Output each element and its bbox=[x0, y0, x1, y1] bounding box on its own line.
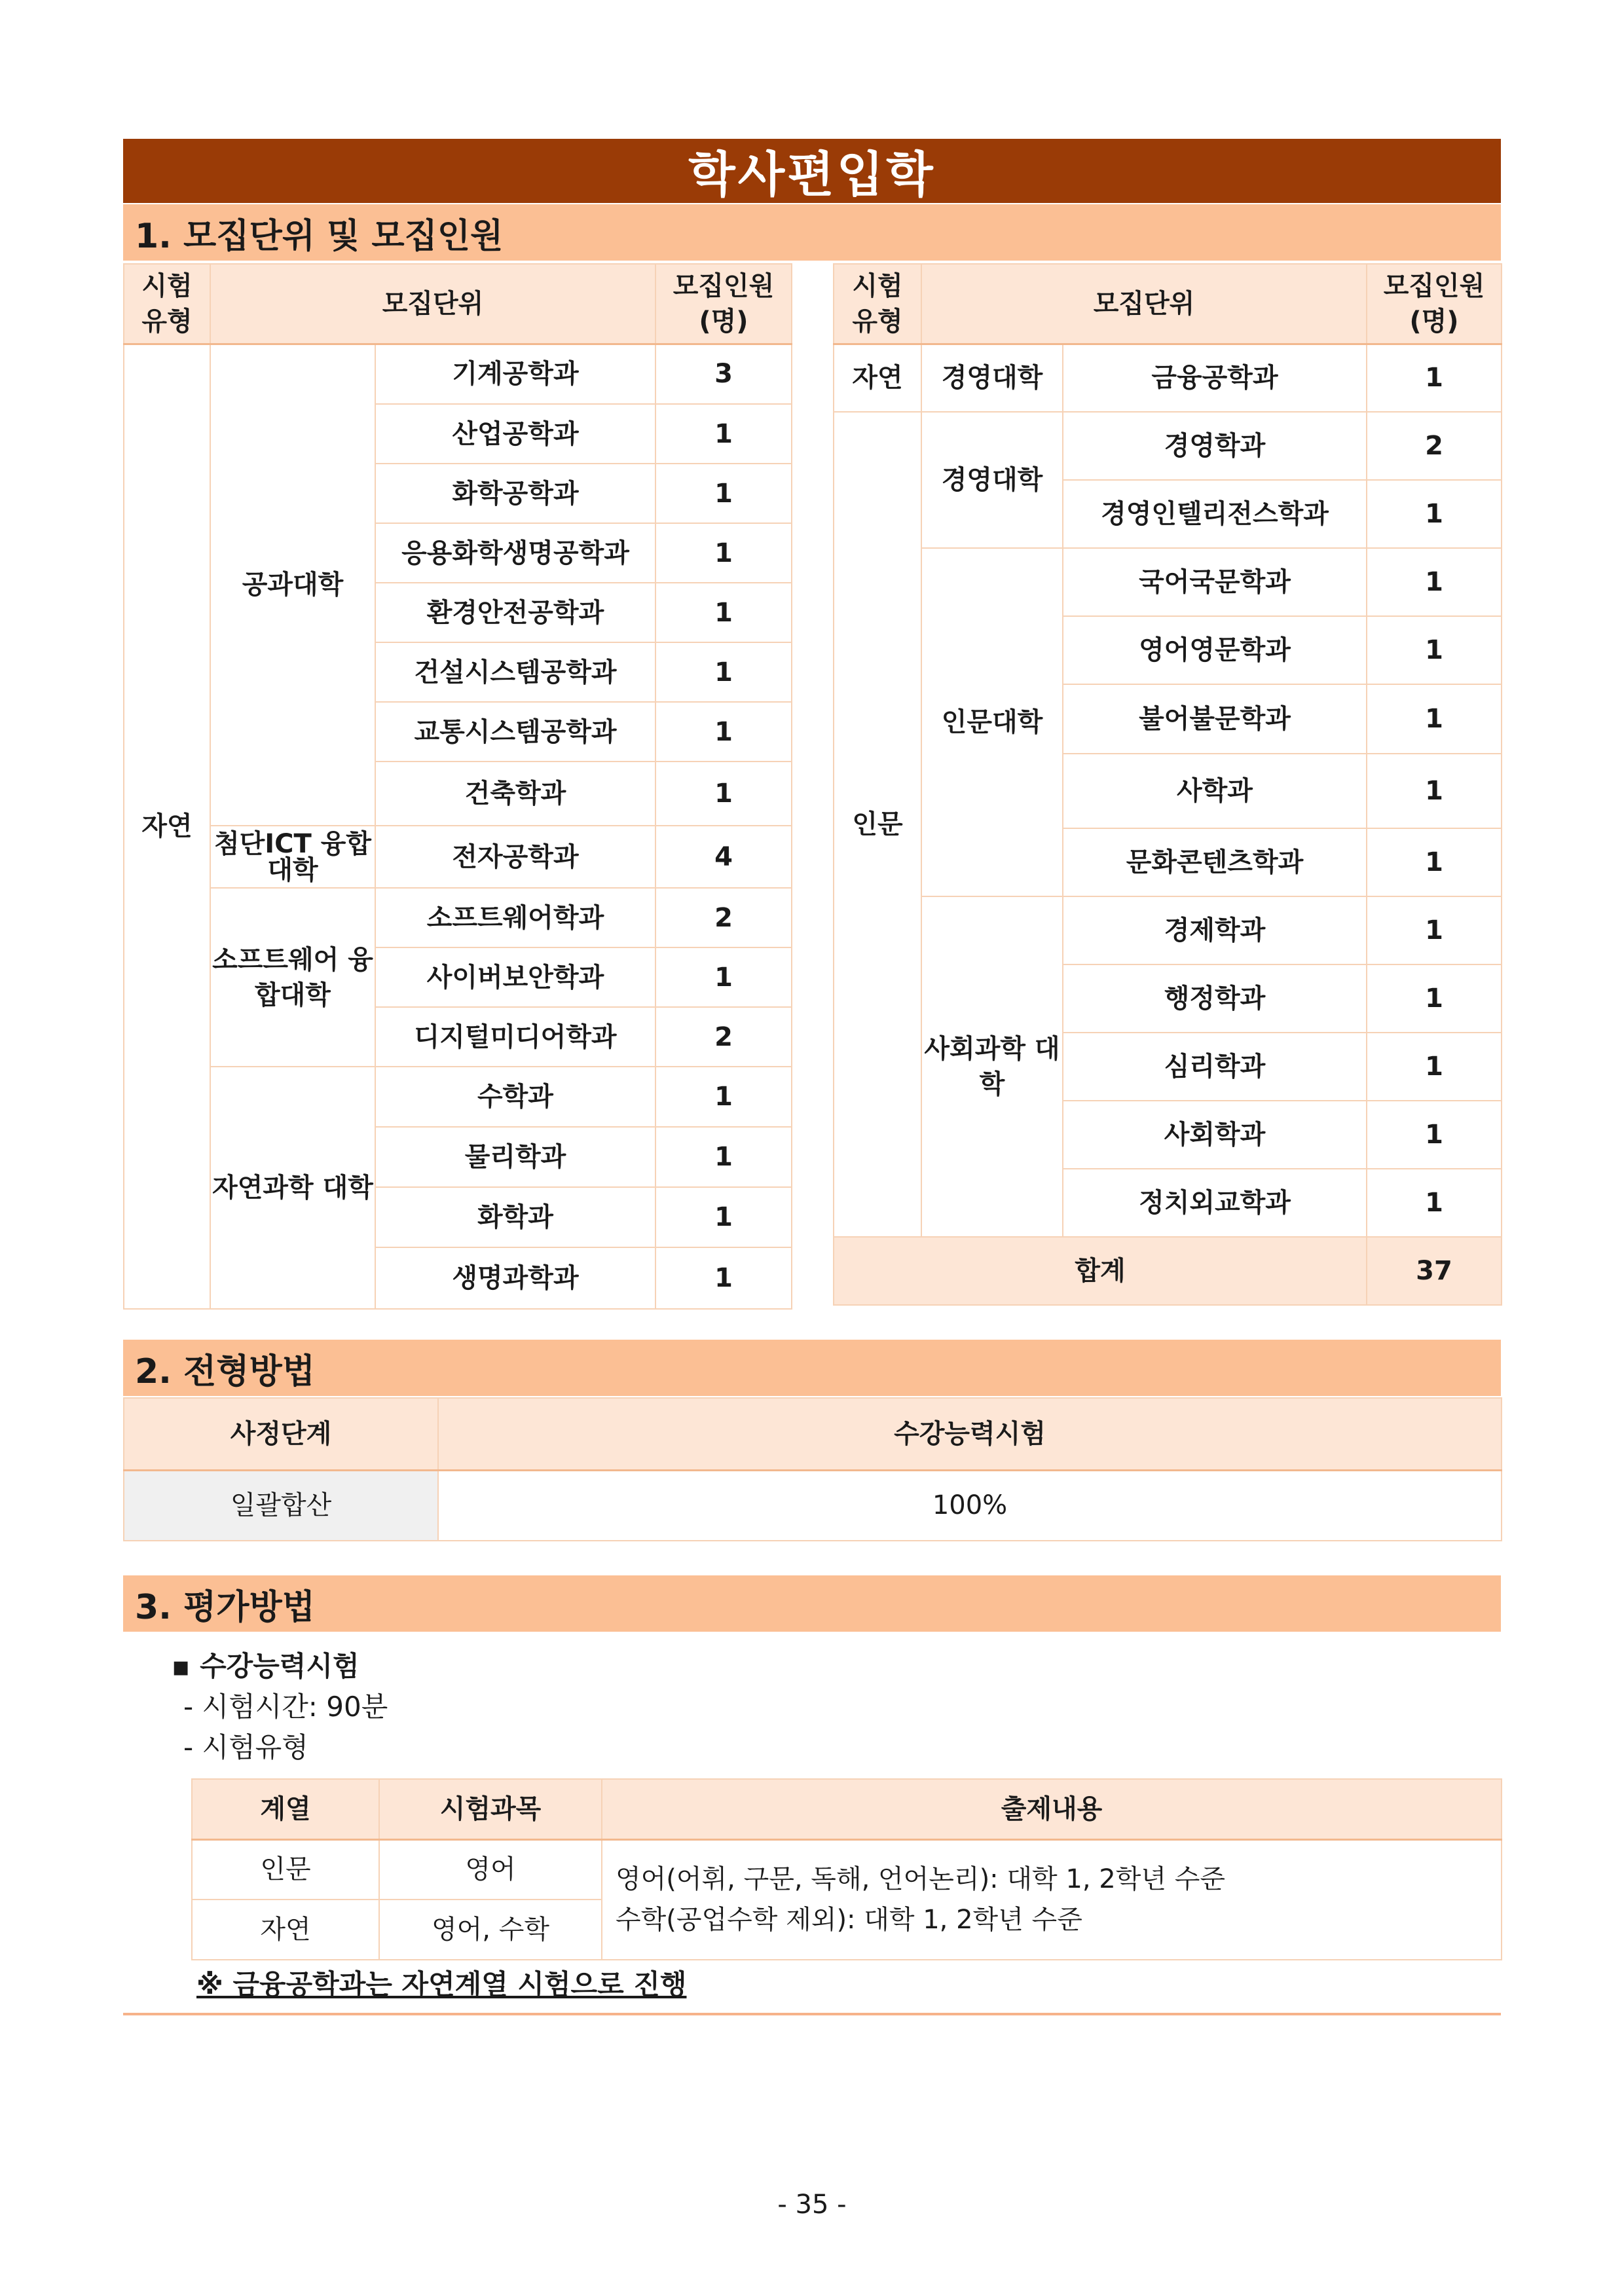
college-cell: 자연과학 대학 bbox=[210, 1067, 375, 1309]
count-cell: 1 bbox=[655, 464, 792, 523]
count-cell: 1 bbox=[1367, 344, 1502, 412]
left-quota-table bbox=[123, 263, 792, 1310]
count-cell: 1 bbox=[1367, 684, 1502, 754]
total-label: 합계 bbox=[834, 1237, 1367, 1305]
dept-cell: 영어영문학과 bbox=[1063, 616, 1367, 684]
dept-cell: 금융공학과 bbox=[1063, 344, 1367, 412]
right-quota-table bbox=[833, 263, 1502, 1306]
page-title: 학사편입학 bbox=[123, 139, 1501, 203]
section1-heading: 1. 모집단위 및 모집인원 bbox=[123, 204, 1501, 261]
header-type: 시험 유형 bbox=[834, 264, 921, 344]
stage-cell: 일괄합산 bbox=[124, 1470, 438, 1541]
dept-cell: 환경안전공학과 bbox=[375, 583, 655, 642]
col-exam-header: 수강능력시험 bbox=[438, 1398, 1502, 1470]
college-cell: 경영대학 bbox=[921, 412, 1063, 548]
dept-cell: 경제학과 bbox=[1063, 896, 1367, 964]
dept-cell: 건설시스템공학과 bbox=[375, 642, 655, 702]
ratio-cell: 100% bbox=[438, 1470, 1502, 1541]
track-cell: 인문 bbox=[192, 1839, 379, 1900]
count-cell: 1 bbox=[655, 523, 792, 583]
dept-cell: 소프트웨어학과 bbox=[375, 888, 655, 947]
exam-type-table bbox=[191, 1778, 1502, 1960]
header-unit: 모집단위 bbox=[921, 264, 1367, 344]
header-unit: 모집단위 bbox=[210, 264, 655, 344]
count-cell: 1 bbox=[1367, 480, 1502, 548]
dept-cell: 불어불문학과 bbox=[1063, 684, 1367, 754]
dept-cell: 물리학과 bbox=[375, 1127, 655, 1187]
dept-cell: 사이버보안학과 bbox=[375, 947, 655, 1007]
dept-cell: 산업공학과 bbox=[375, 404, 655, 464]
dept-cell: 수학과 bbox=[375, 1067, 655, 1127]
dept-cell: 심리학과 bbox=[1063, 1033, 1367, 1101]
count-cell: 4 bbox=[655, 826, 792, 888]
dept-cell: 국어국문학과 bbox=[1063, 548, 1367, 616]
section2-heading: 2. 전형방법 bbox=[123, 1340, 1501, 1396]
dept-cell: 디지털미디어학과 bbox=[375, 1007, 655, 1067]
page-number: - 35 - bbox=[777, 2190, 847, 2220]
dept-cell: 전자공학과 bbox=[375, 826, 655, 888]
exam-time-line: - 시험시간: 90분 bbox=[183, 1691, 388, 1723]
selection-method-table bbox=[123, 1397, 1502, 1541]
college-cell: 사회과학 대학 bbox=[921, 896, 1063, 1237]
track-cell: 자연 bbox=[192, 1900, 379, 1960]
count-cell: 3 bbox=[655, 344, 792, 404]
header-type: 시험 유형 bbox=[124, 264, 210, 344]
dept-cell: 정치외교학과 bbox=[1063, 1169, 1367, 1237]
dept-cell: 사회학과 bbox=[1063, 1101, 1367, 1169]
college-cell: 첨단ICT 융합대학 bbox=[210, 826, 375, 888]
exam-type-line: - 시험유형 bbox=[183, 1731, 308, 1763]
count-cell: 1 bbox=[1367, 1101, 1502, 1169]
header-count: 모집인원 (명) bbox=[655, 264, 792, 344]
count-cell: 1 bbox=[655, 762, 792, 826]
dept-cell: 문화콘텐츠학과 bbox=[1063, 828, 1367, 896]
count-cell: 2 bbox=[1367, 412, 1502, 480]
col-content-header: 출제내용 bbox=[602, 1779, 1502, 1839]
count-cell: 1 bbox=[655, 642, 792, 702]
count-cell: 1 bbox=[1367, 964, 1502, 1033]
count-cell: 1 bbox=[655, 404, 792, 464]
count-cell: 1 bbox=[655, 1127, 792, 1187]
dept-cell: 행정학과 bbox=[1063, 964, 1367, 1033]
count-cell: 1 bbox=[655, 947, 792, 1007]
dept-cell: 경영학과 bbox=[1063, 412, 1367, 480]
dept-cell: 경영인텔리전스학과 bbox=[1063, 480, 1367, 548]
college-cell: 공과대학 bbox=[210, 344, 375, 826]
type-cell: 인문 bbox=[834, 412, 921, 1237]
college-cell: 소프트웨어 융합대학 bbox=[210, 888, 375, 1067]
count-cell: 1 bbox=[1367, 828, 1502, 896]
count-cell: 1 bbox=[1367, 616, 1502, 684]
college-cell: 경영대학 bbox=[921, 344, 1063, 412]
content-line: 수학(공업수학 제외): 대학 1, 2학년 수준 bbox=[616, 1905, 1082, 1936]
section-bottom-rule bbox=[123, 2013, 1501, 2015]
col-subject-header: 시험과목 bbox=[379, 1779, 602, 1839]
dept-cell: 화학공학과 bbox=[375, 464, 655, 523]
count-cell: 1 bbox=[1367, 1169, 1502, 1237]
dept-cell: 사학과 bbox=[1063, 754, 1367, 828]
col-track-header: 계열 bbox=[192, 1779, 379, 1839]
dept-cell: 화학과 bbox=[375, 1187, 655, 1247]
col-stage-header: 사정단계 bbox=[124, 1398, 438, 1470]
count-cell: 1 bbox=[655, 1247, 792, 1309]
count-cell: 1 bbox=[1367, 896, 1502, 964]
count-cell: 1 bbox=[655, 1067, 792, 1127]
count-cell: 2 bbox=[655, 1007, 792, 1067]
content-cell bbox=[602, 1839, 1502, 1960]
college-cell: 인문대학 bbox=[921, 548, 1063, 896]
section3-heading: 3. 평가방법 bbox=[123, 1575, 1501, 1632]
dept-cell: 생명과학과 bbox=[375, 1247, 655, 1309]
count-cell: 2 bbox=[655, 888, 792, 947]
content-line: 영어(어휘, 구문, 독해, 언어논리): 대학 1, 2학년 수준 bbox=[616, 1864, 1225, 1895]
bullet-exam: ▪ 수강능력시험 bbox=[172, 1650, 360, 1682]
subject-cell: 영어, 수학 bbox=[379, 1900, 602, 1960]
count-cell: 1 bbox=[1367, 548, 1502, 616]
dept-cell: 건축학과 bbox=[375, 762, 655, 826]
total-value: 37 bbox=[1367, 1237, 1502, 1305]
count-cell: 1 bbox=[655, 702, 792, 762]
dept-cell: 교통시스템공학과 bbox=[375, 702, 655, 762]
count-cell: 1 bbox=[1367, 1033, 1502, 1101]
exam-note: ※ 금융공학과는 자연계열 시험으로 진행 bbox=[196, 1968, 687, 2000]
subject-cell: 영어 bbox=[379, 1839, 602, 1900]
count-cell: 1 bbox=[655, 1187, 792, 1247]
dept-cell: 응용화학생명공학과 bbox=[375, 523, 655, 583]
type-cell: 자연 bbox=[124, 344, 210, 1309]
count-cell: 1 bbox=[655, 583, 792, 642]
count-cell: 1 bbox=[1367, 754, 1502, 828]
header-count: 모집인원 (명) bbox=[1367, 264, 1502, 344]
type-cell: 자연 bbox=[834, 344, 921, 412]
dept-cell: 기계공학과 bbox=[375, 344, 655, 404]
